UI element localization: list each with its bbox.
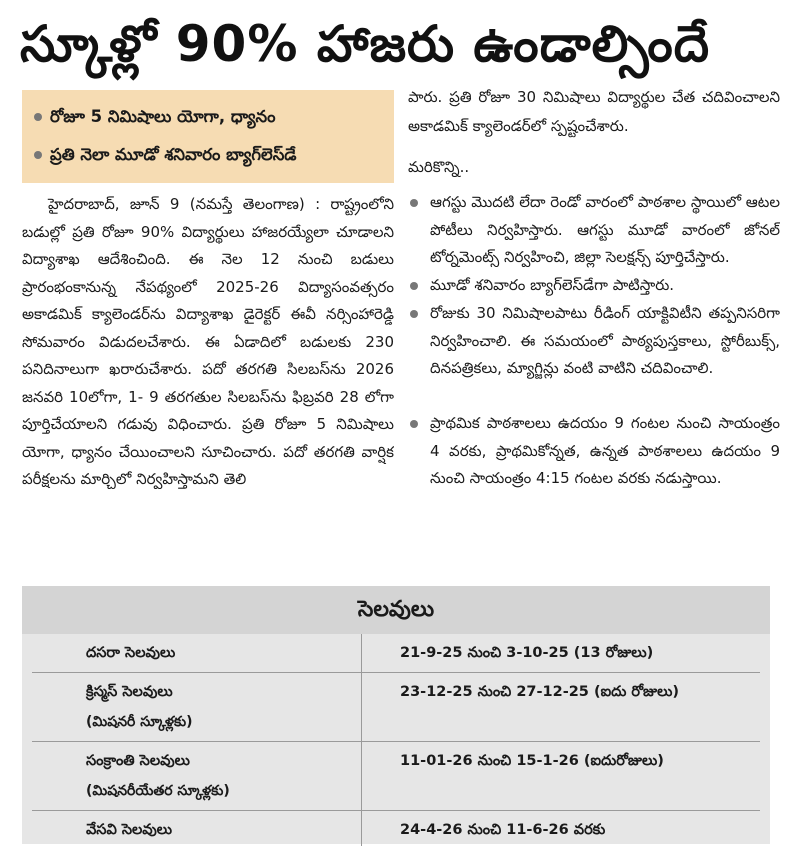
holiday-note: (మిషనరీ స్కూళ్లకు) bbox=[86, 714, 193, 730]
holiday-name-text: దసరా సెలవులు bbox=[86, 645, 176, 661]
table-row bbox=[32, 742, 760, 811]
bullet-icon bbox=[410, 420, 418, 428]
list-item-text: ప్రాథమిక పాఠశాలలు ఉదయం 9 గంటల నుంచి సాయంత్రం 4 వరకు, ప్రాథమికోన్నత, ఉన్నత పాఠశాలలు ఉదయం 9 నుంచి సాయంత్రం 4:15 గంటల వరకు నడుస్తాయి. bbox=[430, 414, 780, 487]
holiday-name bbox=[32, 673, 362, 741]
bullet-icon bbox=[410, 310, 418, 318]
highlight-text: ప్రతి నెలా మూడో శనివారం బ్యాగ్‌లెస్‌డే bbox=[50, 145, 297, 164]
holiday-name-text: క్రిస్మస్ సెలవులు bbox=[86, 684, 173, 700]
holiday-name bbox=[32, 742, 362, 810]
subheading: మరికొన్ని.. bbox=[408, 158, 470, 176]
highlight-item bbox=[34, 98, 384, 136]
highlights-box bbox=[22, 90, 394, 183]
table-row bbox=[32, 634, 760, 673]
bullet-icon bbox=[34, 113, 42, 121]
list-item-text: ఆగస్టు మొదటి లేదా రెండో వారంలో పాఠశాల స్థాయిలో ఆటల పోటీలు నిర్వహిస్తారు. ఆగస్టు మూడో వారంలో జోనల్ టోర్నమెంట్స్ నిర్వహించి, జిల్లా సెలక్షన్స్ పూర్తిచేస్తారు. bbox=[430, 193, 780, 266]
headline: స్కూళ్లో 90% హాజరు ఉండాల్సిందే bbox=[20, 15, 711, 73]
holidays-title: సెలవులు bbox=[22, 586, 770, 634]
article-body: హైదరాబాద్, జూన్ 9 (నమస్తే తెలంగాణ) : రాష్ట్రంలోని బడుల్లో ప్రతి రోజూ 90% విద్యార్థులు హాజరయ్యేలా చూడాలని విద్యాశాఖ ఆదేశించింది. ఈ నెల 12 నుంచి బడులు ప్రారంభంకానున్న నేపథ్యంలో 2025-26 విద్యాసంవత్సరం అకాడమిక్ క్యాలెండర్‌ను విద్యాశాఖ డైరెక్టర్ ఈవీ నర్సింహారెడ్డి సోమవారం విడుదలచేశారు. ఈ ఏడాదిలో బడులకు 230 పనిదినాలుగా ఖరారుచేశారు. పదో తరగతి సిలబస్‌ను 2026 జనవరి 10లోగా, 1- 9 తరగతుల సిలబస్‌ను ఫిబ్రవరి 28 లోగా పూర్తిచేయాలని గడువు విధించారు. ప్రతి రోజూ 5 నిమిషాలు యోగా, ధ్యానం చేయించాలని సూచించారు. పదో తరగతి వార్షిక పరీక్షలను మార్చిలో నిర్వహిస్తామని తెలి bbox=[22, 195, 394, 488]
holidays-table bbox=[22, 586, 770, 844]
article-body-continued: పారు. ప్రతి రోజూ 30 నిమిషాలు విద్యార్థుల చేత చదివించాలని అకాడమిక్ క్యాలెండర్‌లో స్పష్టంచేశారు. bbox=[408, 88, 780, 135]
bullet-icon bbox=[34, 151, 42, 159]
holiday-dates: 23-12-25 నుంచి 27-12-25 (ఐదు రోజులు) bbox=[400, 684, 680, 700]
list-item bbox=[408, 189, 780, 272]
holiday-dates: 11-01-26 నుంచి 15-1-26 (ఐదురోజులు) bbox=[400, 753, 664, 769]
left-column bbox=[22, 90, 394, 575]
highlight-item bbox=[34, 136, 384, 174]
bullet-icon bbox=[410, 199, 418, 207]
holiday-note: (మిషనరీయేతర స్కూళ్లకు) bbox=[86, 783, 230, 799]
holiday-name-text: సంక్రాంతి సెలవులు bbox=[86, 753, 190, 769]
holiday-name-text: వేసవి సెలవులు bbox=[86, 822, 173, 838]
table-row bbox=[32, 673, 760, 742]
points-list bbox=[408, 189, 780, 520]
right-column bbox=[408, 83, 780, 520]
list-item bbox=[408, 272, 780, 300]
holiday-name bbox=[32, 811, 362, 846]
list-item bbox=[408, 410, 780, 520]
list-item-text: మూడో శనివారం బ్యాగ్‌లెస్‌డేగా పాటిస్తారు. bbox=[430, 276, 675, 294]
holiday-dates: 21-9-25 నుంచి 3-10-25 (13 రోజులు) bbox=[400, 645, 654, 661]
table-row bbox=[32, 811, 760, 846]
list-item-text: రోజుకు 30 నిమిషాలపాటు రీడింగ్ యాక్టివిటీని తప్పనిసరిగా నిర్వహించాలి. ఈ సమయంలో పాఠ్యపుస్తకాలు, స్టోరీబుక్స్, దినపత్రికలు, మ్యాగ్జిన్లు వంటి వాటిని చదివించాలి. bbox=[430, 304, 780, 377]
holidays-rows bbox=[22, 634, 770, 846]
holiday-name bbox=[32, 634, 362, 672]
highlight-text: రోజూ 5 నిమిషాలు యోగా, ధ్యానం bbox=[50, 107, 276, 126]
list-item bbox=[408, 300, 780, 410]
bullet-icon bbox=[410, 282, 418, 290]
holiday-dates: 24-4-26 నుంచి 11-6-26 వరకు bbox=[400, 822, 606, 838]
